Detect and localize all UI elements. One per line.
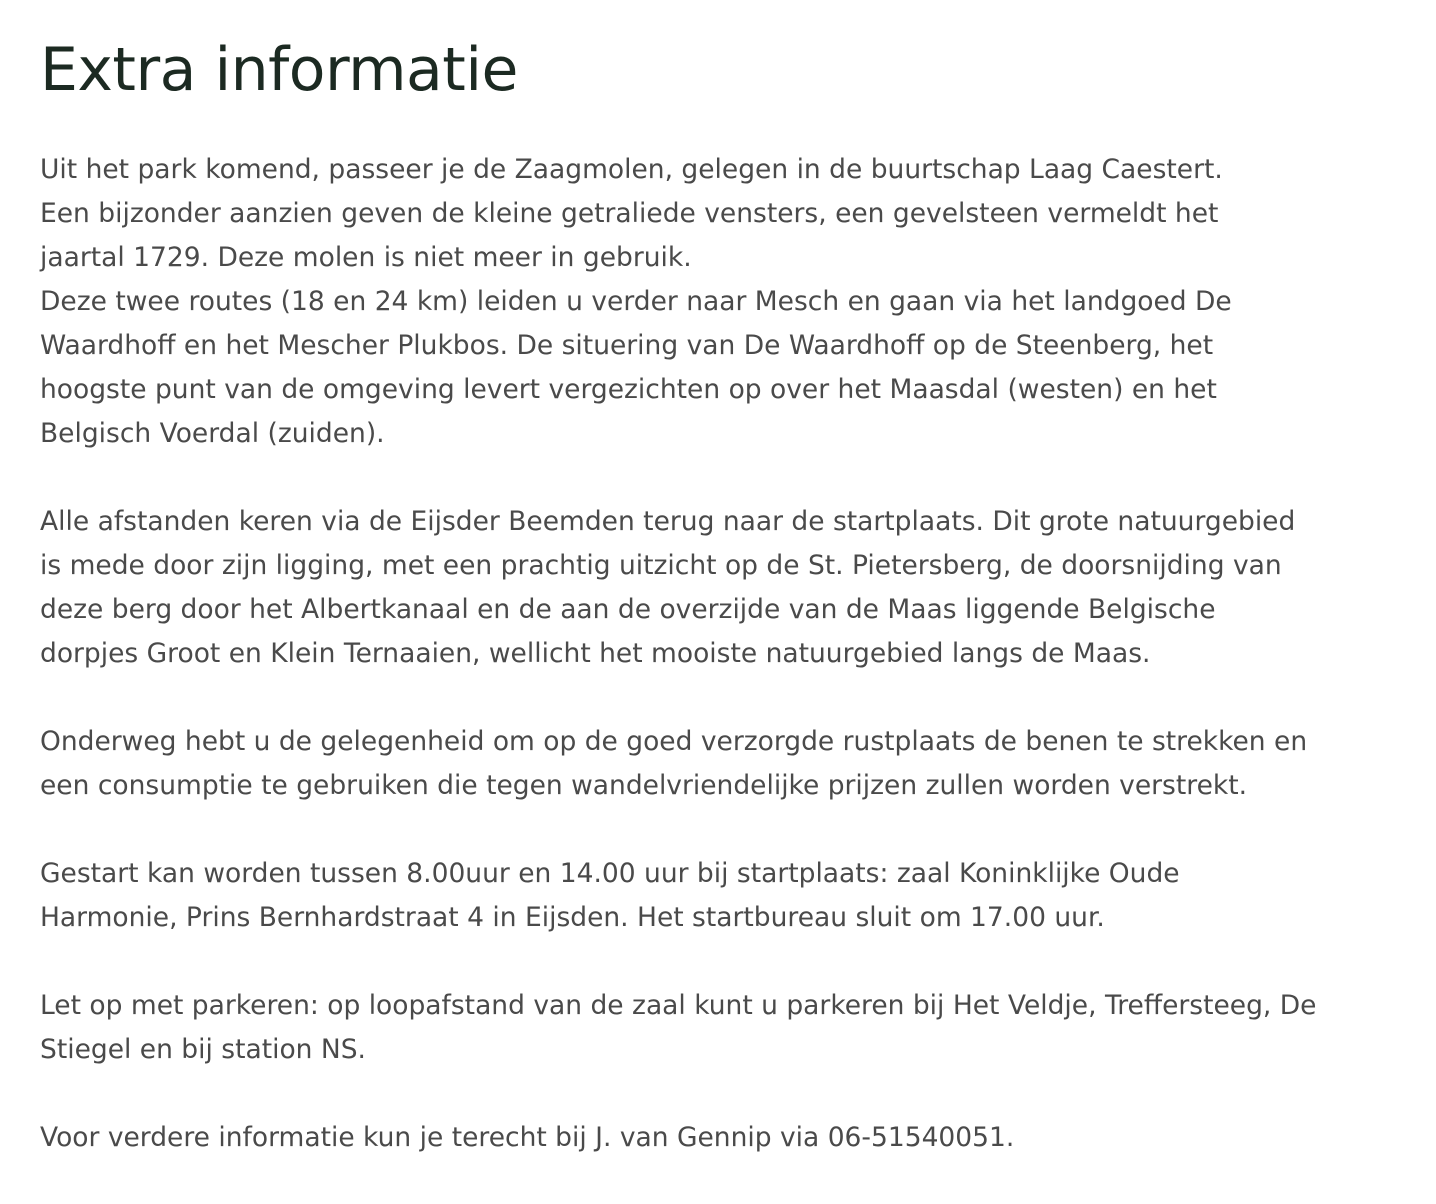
text-line: Belgisch Voerdal (zuiden). [40, 418, 385, 449]
text-line: dorpjes Groot en Klein Ternaaien, wellicht het mooiste natuurgebied langs de Maas. [40, 638, 1151, 669]
text-line: Harmonie, Prins Bernhardstraat 4 in Eijsden. Het startbureau sluit om 17.00 uur. [40, 902, 1105, 933]
section-content [40, 148, 1396, 1160]
text-line: Stiegel en bij station NS. [40, 1034, 366, 1065]
paragraph-1 [40, 148, 1396, 456]
text-line: Een bijzonder aanzien geven de kleine getraliede vensters, een gevelsteen vermeldt het [40, 198, 1219, 229]
text-line: is mede door zijn ligging, met een prachtig uitzicht op de St. Pietersberg, de doorsnijding van [40, 550, 1282, 581]
paragraph-5 [40, 984, 1396, 1072]
paragraph-3 [40, 720, 1396, 808]
text-line: jaartal 1729. Deze molen is niet meer in gebruik. [40, 242, 692, 273]
text-line: een consumptie te gebruiken die tegen wandelvriendelijke prijzen zullen worden verstrekt. [40, 770, 1248, 801]
text-line: Let op met parkeren: op loopafstand van de zaal kunt u parkeren bij Het Veldje, Treffersteeg, De [40, 990, 1317, 1021]
text-line: Deze twee routes (18 en 24 km) leiden u verder naar Mesch en gaan via het landgoed De [40, 286, 1232, 317]
text-line: Alle afstanden keren via de Eijsder Beemden terug naar de startplaats. Dit grote natuurgebied [40, 506, 1296, 537]
paragraph-4 [40, 852, 1396, 940]
text-line: Voor verdere informatie kun je terecht bij J. van Gennip via 06-51540051. [40, 1122, 1015, 1153]
text-line: Uit het park komend, passeer je de Zaagmolen, gelegen in de buurtschap Laag Caestert. [40, 154, 1223, 185]
paragraph-2 [40, 500, 1396, 676]
text-line: Gestart kan worden tussen 8.00uur en 14.00 uur bij startplaats: zaal Koninklijke Oude [40, 858, 1180, 889]
text-line: deze berg door het Albertkanaal en de aan de overzijde van de Maas liggende Belgische [40, 594, 1216, 625]
text-line: Onderweg hebt u de gelegenheid om op de goed verzorgde rustplaats de benen te strekken en [40, 726, 1308, 757]
paragraph-6 [40, 1116, 1396, 1160]
text-line: Waardhoff en het Mescher Plukbos. De situering van De Waardhoff op de Steenberg, het [40, 330, 1214, 361]
text-line: hoogste punt van de omgeving levert vergezichten op over het Maasdal (westen) en het [40, 374, 1217, 405]
section-title: Extra informatie [40, 35, 518, 105]
